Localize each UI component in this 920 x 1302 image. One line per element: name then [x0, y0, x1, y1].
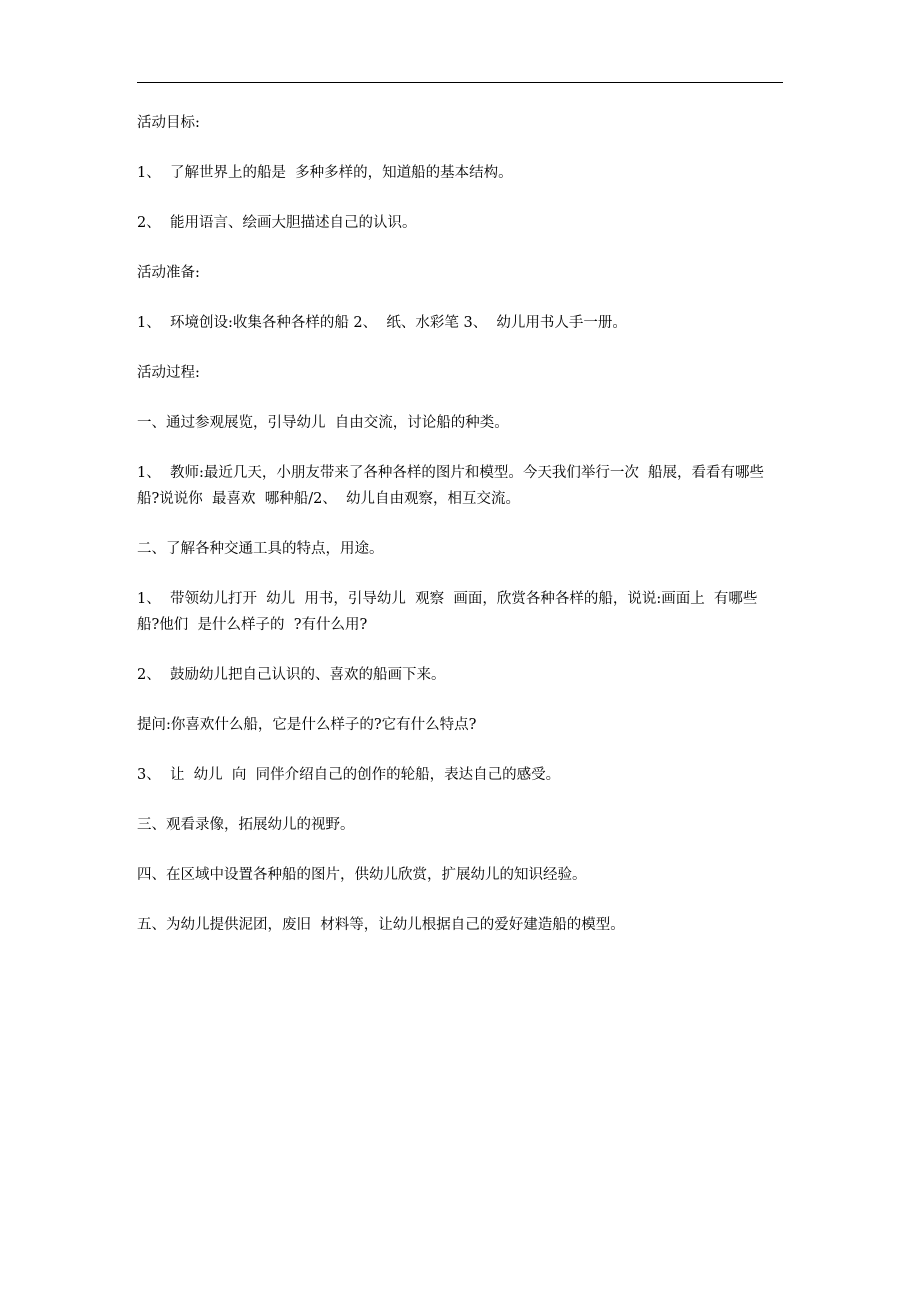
goal-item-1: 1、 了解世界上的船是 多种多样的，知道船的基本结构。 — [137, 165, 513, 181]
process-step-4: 四、在区域中设置各种船的图片，供幼儿欣赏，扩展幼儿的知识经验。 — [137, 867, 587, 883]
process-step-1: 一、通过参观展览，引导幼儿 自由交流，讨论船的种类。 — [137, 415, 509, 431]
process-step-2-item-2: 2、 鼓励幼儿把自己认识的、喜欢的船画下来。 — [137, 667, 446, 683]
section-heading-process: 活动过程: — [137, 365, 200, 381]
goal-item-2: 2、 能用语言、绘画大胆描述自己的认识。 — [137, 215, 417, 231]
process-step-1-item-1: 1、 教师:最近几天，小朋友带来了各种各样的图片和模型。今天我们举行一次 船展，看看有哪些船?说说你 最喜欢 哪种船/2、 幼儿自由观察，相互交流。 — [137, 465, 765, 507]
document-body — [137, 110, 783, 962]
process-step-3: 三、观看录像，拓展幼儿的视野。 — [137, 817, 355, 833]
process-question: 提问:你喜欢什么船，它是什么样子的?它有什么特点? — [137, 717, 477, 733]
header-rule — [137, 82, 783, 83]
process-step-2: 二、了解各种交通工具的特点，用途。 — [137, 541, 384, 557]
section-heading-preparation: 活动准备: — [137, 265, 200, 281]
process-step-2-item-1: 1、 带领幼儿打开 幼儿 用书，引导幼儿 观察 画面，欣赏各种各样的船，说说:画面上 有哪些 船?他们 是什么样子的 ?有什么用? — [137, 591, 767, 633]
process-step-2-item-3: 3、 让 幼儿 向 同伴介绍自己的创作的轮船，表达自己的感受。 — [137, 767, 561, 783]
section-heading-goals: 活动目标: — [137, 115, 200, 131]
process-step-5: 五、为幼儿提供泥团，废旧 材料等，让幼儿根据自己的爱好建造船的模型。 — [137, 917, 625, 933]
preparation-item: 1、 环境创设:收集各种各样的船 2、 纸、水彩笔 3、 幼儿用书人手一册。 — [137, 315, 627, 331]
